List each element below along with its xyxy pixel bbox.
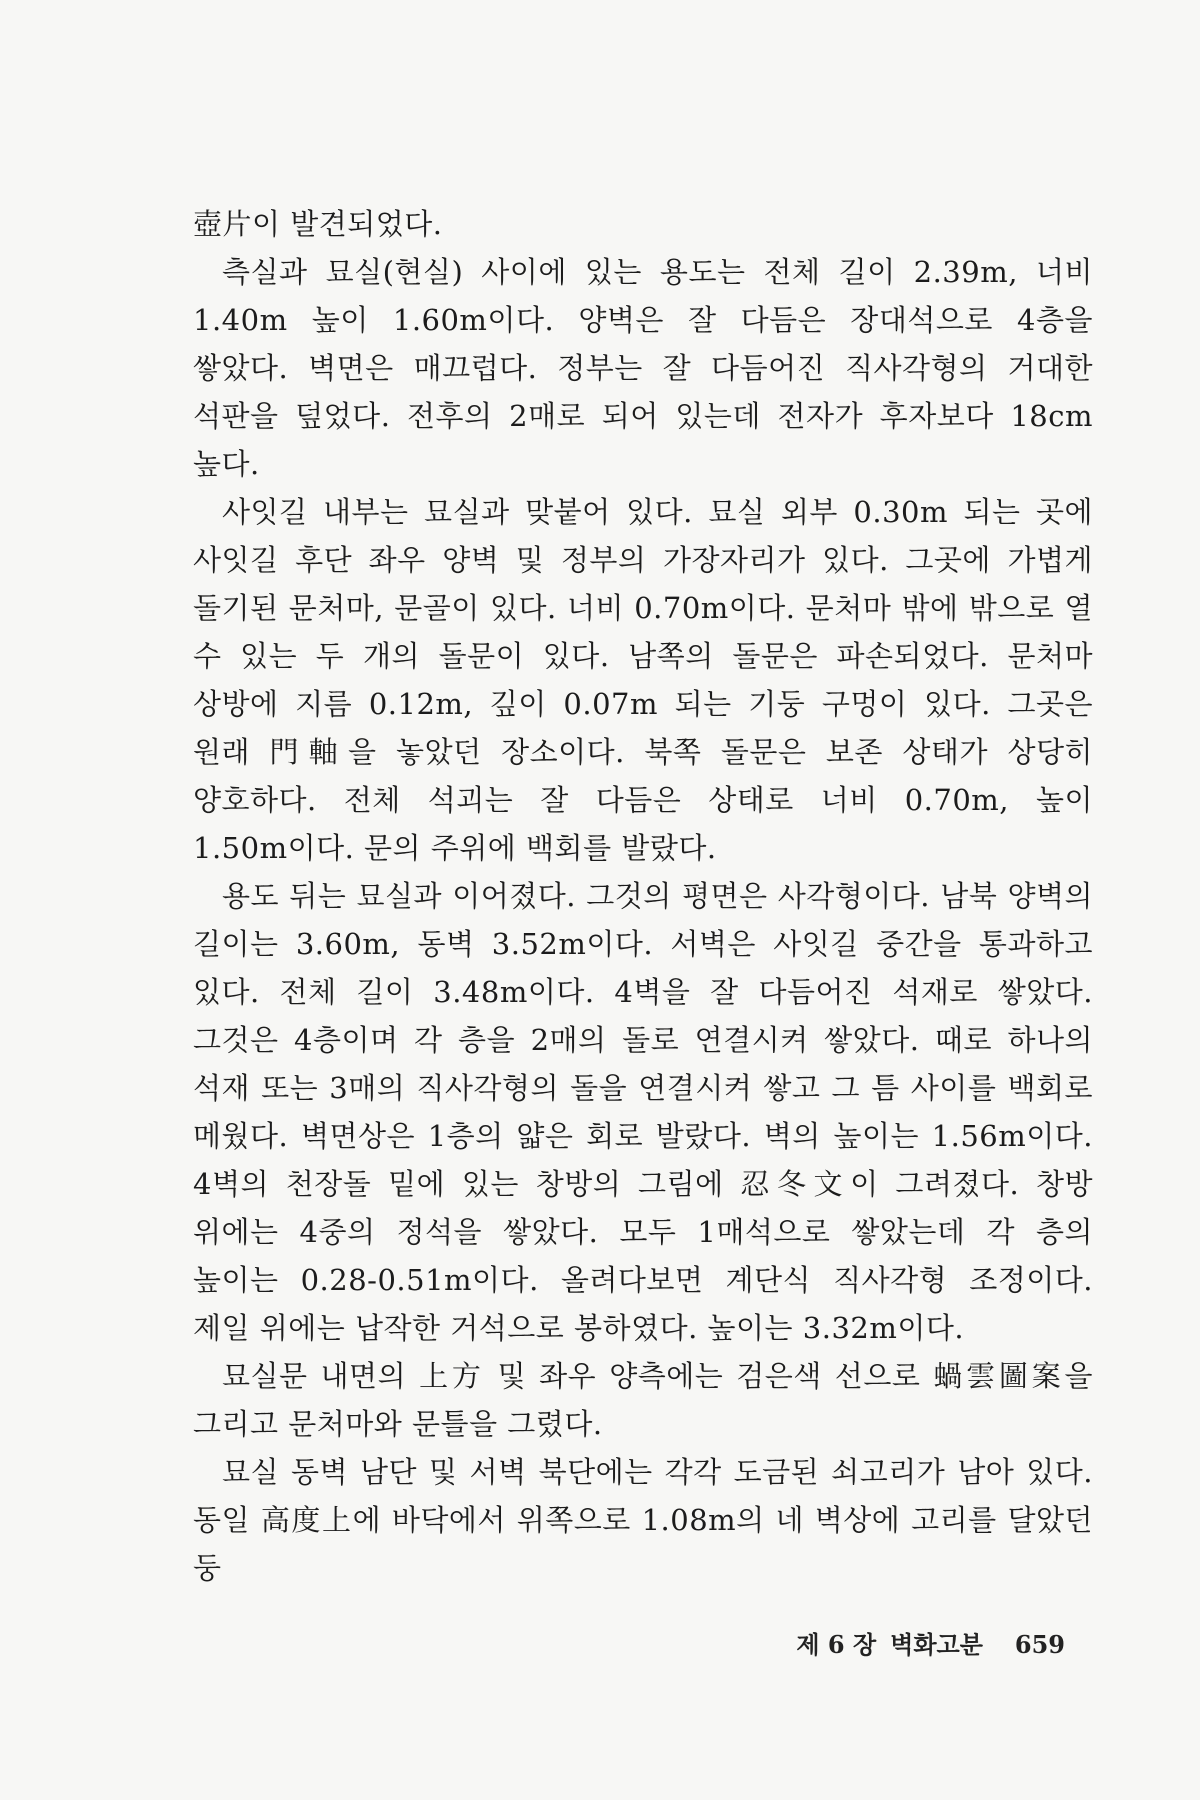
page-number: 659 (1014, 1630, 1065, 1659)
paragraph-tomb-chamber: 용도 뒤는 묘실과 이어졌다. 그것의 평면은 사각형이다. 남북 양벽의 길이는 3.60m, 동벽 3.52m이다. 서벽은 사잇길 중간을 통과하고 있다. 전체 길이 3.48m이다. 4벽을 잘 다듬어진 석재로 쌓았다. 그것은 4층이며 각 층을 2매의 돌로 연결시켜 쌓았다. 때로 하나의 석재 또는 3매의 직사각형의 돌을 연결시켜 쌓고 그 틈 사이를 백회로 메웠다. 벽면상은 1층의 얇은 회로 발랐다. 벽의 높이는 1.56m이다. 4벽의 천장돌 밑에 있는 창방의 그림에 忍冬文이 그려졌다. 창방 위에는 4중의 정석을 쌓았다. 모두 1매석으로 쌓았는데 각 층의 높이는 0.28-0.51m이다. 올려다보면 계단식 직사각형 조정이다. 제일 위에는 납작한 거석으로 봉하였다. 높이는 3.32m이다. (193, 879, 1093, 1345)
paragraph-iron-rings: 묘실 동벽 남단 및 서벽 북단에는 각각 도금된 쇠고리가 남아 있다. 동일 高度上에 바닥에서 위쪽으로 1.08m의 네 벽상에 고리를 달았던 둥 (193, 1455, 1093, 1585)
footer-chapter: 제 6 장 (796, 1630, 877, 1659)
body-text (193, 200, 1093, 1592)
paragraph-side-path: 사잇길 내부는 묘실과 맞붙어 있다. 묘실 외부 0.30m 되는 곳에 사잇길 후단 좌우 양벽 및 정부의 가장자리가 있다. 그곳에 가볍게 돌기된 문처마, 문골이 있다. 너비 0.70m이다. 문처마 밖에 밖으로 열 수 있는 두 개의 돌문이 있다. 남쪽의 돌문은 파손되었다. 문처마 상방에 지름 0.12m, 깊이 0.07m 되는 기둥 구멍이 있다. 그곳은 원래 門軸을 놓았던 장소이다. 북쪽 돌문은 보존 상태가 상당히 양호하다. 전체 석괴는 잘 다듬은 상태로 너비 0.70m, 높이 1.50m이다. 문의 주위에 백회를 발랐다. (193, 495, 1093, 865)
paragraph-door-pattern: 묘실문 내면의 上方 및 좌우 양측에는 검은색 선으로 蝸雲圖案을 그리고 문처마와 문틀을 그렸다. (193, 1359, 1093, 1441)
page-footer (796, 1625, 1065, 1660)
paragraph-continuation: 壺片이 발견되었다. (193, 207, 443, 241)
footer-section: 벽화고분 (890, 1630, 983, 1659)
paragraph-passage: 측실과 묘실(현실) 사이에 있는 용도는 전체 길이 2.39m, 너비 1.40m 높이 1.60m이다. 양벽은 잘 다듬은 장대석으로 4층을 쌓았다. 벽면은 매끄럽다. 정부는 잘 다듬어진 직사각형의 거대한 석판을 덮었다. 전후의 2매로 되어 있는데 전자가 후자보다 18cm 높다. (193, 255, 1093, 481)
